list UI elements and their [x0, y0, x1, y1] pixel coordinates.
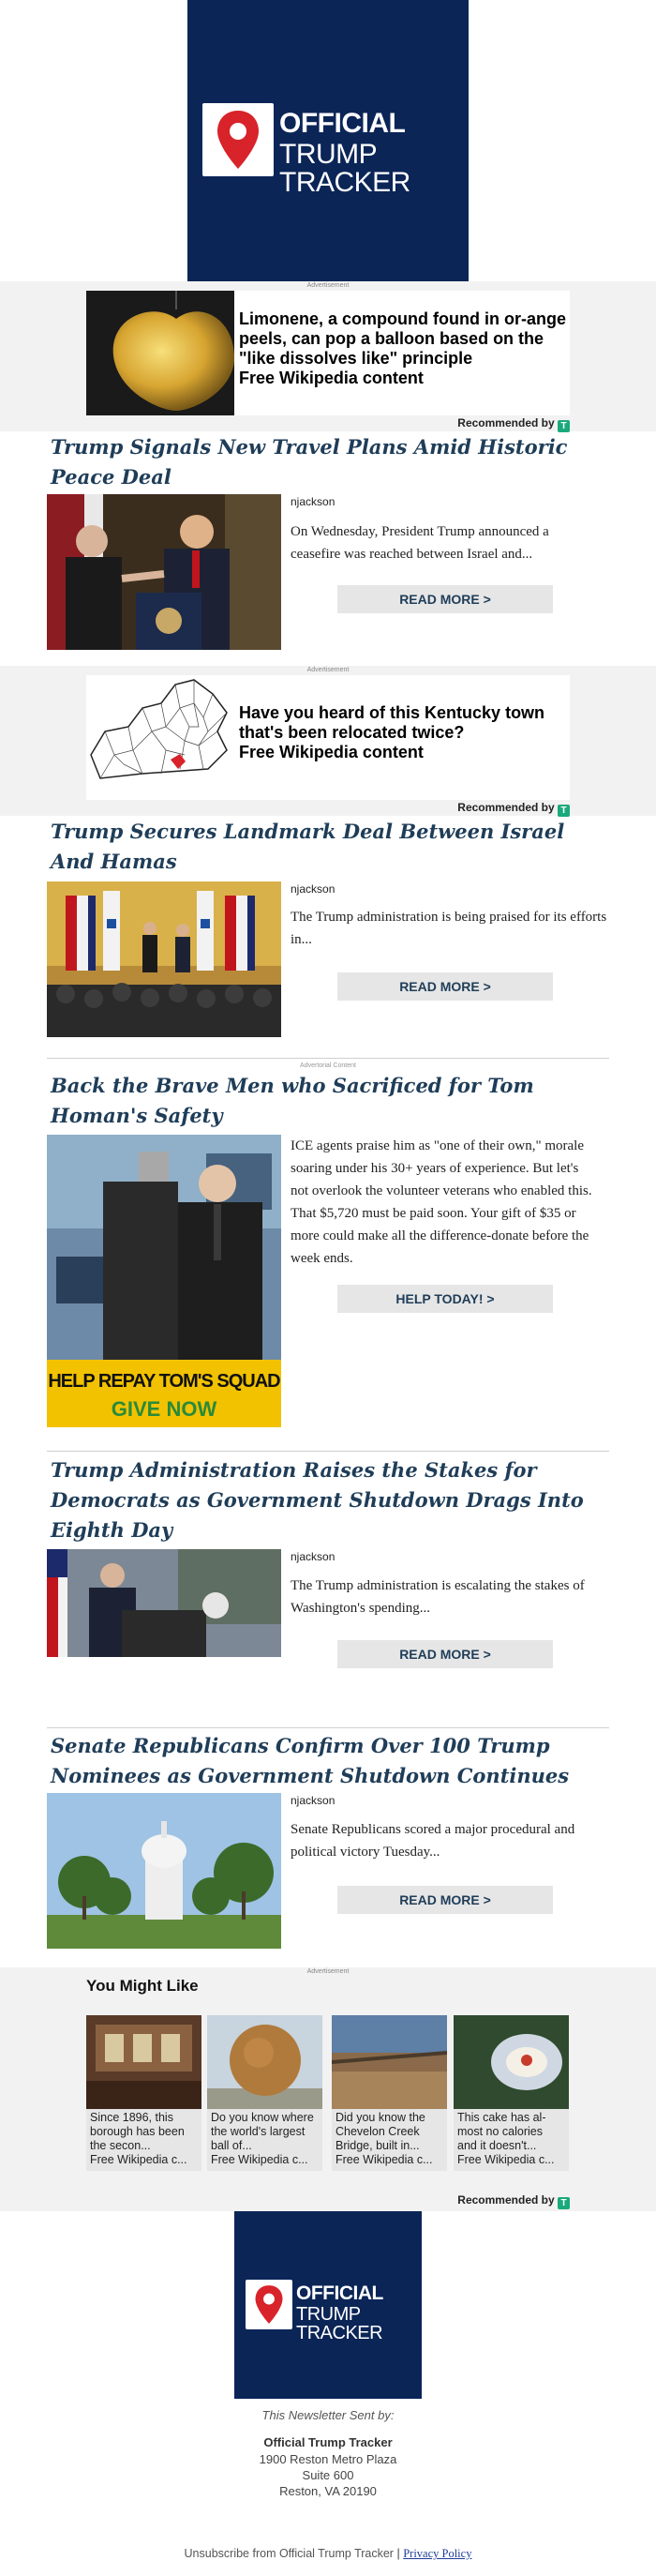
ad-banner-1: [0, 281, 656, 431]
location-pin-icon: [246, 2280, 292, 2329]
article-headline[interactable]: Senate Republicans Confirm Over 100 Trump Nominees as Government Shutdown Continues: [51, 1734, 570, 1787]
card-image-bridge: [332, 2015, 447, 2109]
ad-banner-2: [0, 666, 656, 816]
card-image-cake: [454, 2015, 569, 2109]
you-might-like-widget: [0, 1967, 656, 2211]
read-more-button[interactable]: READ MORE >: [337, 1886, 553, 1914]
help-today-button[interactable]: HELP TODAY! >: [337, 1285, 553, 1313]
banner-line1: HELP REPAY TOM'S SQUAD: [48, 1371, 280, 1392]
card-source: Free Wikipedia c...: [211, 2153, 308, 2166]
article-author: njackson: [291, 495, 335, 508]
section-divider: [47, 1058, 609, 1059]
article-excerpt: Senate Republicans scored a major procedural and political victory Tuesday...: [291, 1822, 575, 1860]
ad-label: Advertisement: [306, 667, 350, 673]
ad-source: Free Wikipedia content: [239, 743, 424, 761]
recommendation-card[interactable]: [86, 2015, 201, 2171]
recommended-by[interactable]: Recommended by T: [457, 416, 570, 432]
taboola-icon: T: [558, 805, 570, 817]
footer-address-3: Reston, VA 20190: [279, 2484, 377, 2498]
article-excerpt: The Trump administration is being praised for its efforts in...: [291, 910, 607, 947]
article-image-east-room[interactable]: [47, 881, 281, 1037]
advertorial-label: Advertorial Content: [300, 1062, 356, 1069]
logo-line1: OFFICIAL: [296, 2282, 383, 2304]
header-logo[interactable]: [187, 0, 469, 281]
ad-title: Have you heard of this Kentucky town that's been relocated twice? Free Wikipedia content: [239, 703, 545, 761]
footer-links: [0, 2547, 656, 2561]
article-excerpt: On Wednesday, President Trump announced a ceasefire was reached between Israel and...: [291, 524, 549, 562]
article-author: njackson: [291, 1550, 335, 1563]
section-divider: [47, 1451, 609, 1452]
ad-card-2[interactable]: [86, 675, 570, 800]
location-pin-icon: [202, 103, 274, 176]
logo-line2: TRUMP TRACKER: [296, 2304, 383, 2343]
recommendation-card[interactable]: [332, 2015, 447, 2171]
taboola-icon: T: [558, 420, 570, 432]
ad-source: Free Wikipedia content: [239, 369, 424, 387]
section-divider: [47, 1727, 609, 1728]
sent-by: This Newsletter Sent by:: [261, 2408, 395, 2422]
logo-line2: TRUMP TRACKER: [279, 139, 410, 198]
read-more-button[interactable]: READ MORE >: [337, 1640, 553, 1668]
sponsored-headline[interactable]: Back the Brave Men who Sacrificed for Tom Homan's Safety: [51, 1074, 534, 1127]
article-excerpt: The Trump administration is escalating the stakes of Washington's spending...: [291, 1578, 585, 1616]
sponsored-excerpt: ICE agents praise him as "one of their own," morale soaring under his 30+ years of experience. But let's not overlook the volunteer veterans who enabled this. That $5,720 must be paid soon. Your gift of $35 or more could make all the difference-donate before the week ends.: [291, 1138, 592, 1266]
link-separator: |: [396, 2547, 400, 2560]
unsubscribe-link[interactable]: Unsubscribe from Official Trump Tracker: [184, 2547, 394, 2560]
sponsored-image[interactable]: [47, 1135, 281, 1427]
logo-line1: OFFICIAL: [279, 108, 406, 139]
article-image-handshake[interactable]: [47, 494, 281, 650]
card-text: Since 1896, this borough has been the secon...: [90, 2111, 185, 2152]
card-source: Free Wikipedia c...: [457, 2153, 555, 2166]
recommended-by[interactable]: Recommended by T: [457, 2193, 570, 2209]
footer-address-1: 1900 Reston Metro Plaza: [259, 2452, 397, 2466]
privacy-policy-link[interactable]: Privacy Policy: [403, 2547, 472, 2560]
ad-label: Advertisement: [306, 1968, 350, 1975]
recommendation-card[interactable]: [454, 2015, 569, 2171]
ad-label: Advertisement: [306, 282, 350, 289]
you-might-like-title: You Might Like: [86, 1977, 199, 1995]
footer-logo[interactable]: [234, 2211, 422, 2399]
recommended-by[interactable]: Recommended by T: [457, 801, 570, 817]
banner-line2[interactable]: GIVE NOW: [111, 1397, 217, 1421]
ad-image-heart-fruit: [86, 291, 234, 415]
card-text: This cake has al-most no calories and it doesn't...: [457, 2111, 546, 2152]
article-author: njackson: [291, 882, 335, 896]
article-image-podium[interactable]: [47, 1549, 281, 1657]
article-headline[interactable]: Trump Secures Landmark Deal Between Israel And Hamas: [51, 820, 565, 873]
article-headline[interactable]: Trump Administration Raises the Stakes for Democrats as Government Shutdown Drags Into Eighth Day: [51, 1458, 584, 1542]
read-more-button[interactable]: READ MORE >: [337, 972, 553, 1001]
card-source: Free Wikipedia c...: [335, 2153, 433, 2166]
article-author: njackson: [291, 1794, 335, 1807]
article-headline[interactable]: Trump Signals New Travel Plans Amid Historic Peace Deal: [51, 435, 568, 489]
taboola-icon: T: [558, 2197, 570, 2209]
recommendation-card[interactable]: [207, 2015, 322, 2171]
card-image-room: [86, 2015, 201, 2109]
article-image-capitol[interactable]: [47, 1793, 281, 1949]
ad-image-kentucky-map: [86, 675, 234, 800]
read-more-button[interactable]: READ MORE >: [337, 585, 553, 613]
footer-org: Official Trump Tracker: [263, 2435, 393, 2449]
ad-card-1[interactable]: [86, 291, 570, 415]
card-text: Did you know the Chevelon Creek Bridge, built in...: [335, 2111, 425, 2152]
ad-title: Limonene, a compound found in or-ange peels, can pop a balloon based on the "like dissolves like" principle Free Wikipedia content: [239, 309, 566, 387]
card-image-twine-ball: [207, 2015, 322, 2109]
footer-address-2: Suite 600: [302, 2468, 354, 2482]
card-text: Do you know where the world's largest ball of...: [211, 2111, 314, 2152]
card-source: Free Wikipedia c...: [90, 2153, 187, 2166]
